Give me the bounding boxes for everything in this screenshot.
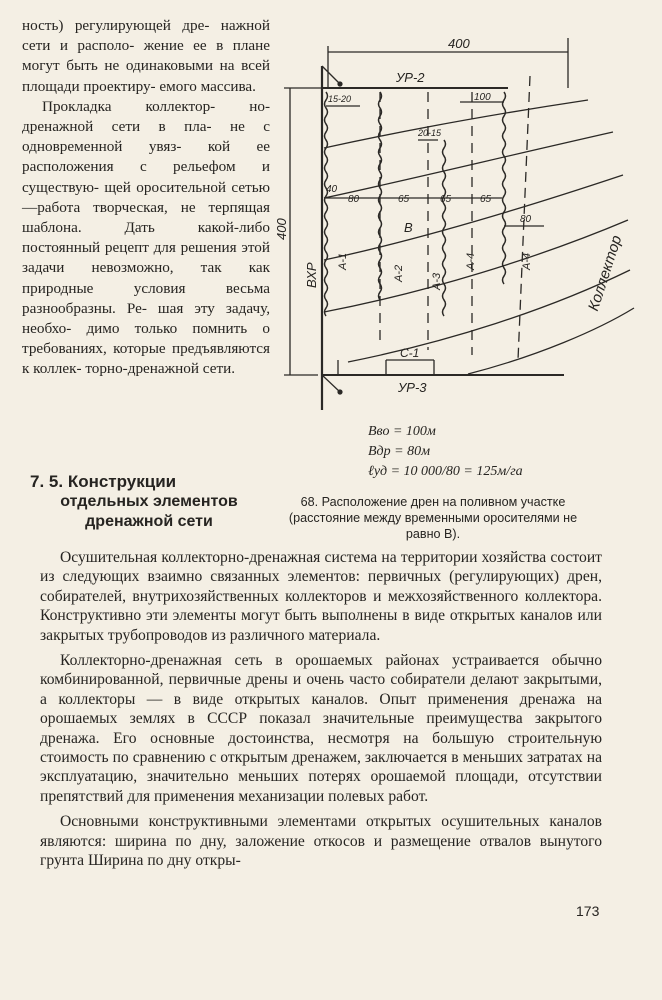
body-paragraph-2: Коллекторно-дренажная сеть в орошаемых районах устраивается обычно комбинированной, первичные дрены и очень часто собиратели делают закрытыми, а коллекторы — в виде открытых каналов. Опыт применения дренажа на орошаемых землях в СССР показал значительные преимущества закрытого дренажа. Его основные достоинства, несмотря на большую строительную стоимость по сравнению с открытым дренажем, заключается в меньших затратах на эксплуатацию, значительно меньших потерях орошаемой площади, отсутствии препятствий для применения механизации полевых работ. (40, 652, 602, 805)
label-dim-left: 400 (274, 218, 289, 240)
contour-line-5 (348, 270, 630, 362)
page-number: 173 (576, 903, 600, 919)
label-b: В (404, 220, 413, 235)
label-drain-a4b: А-4 (521, 252, 533, 270)
label-dim-65c: 65 (480, 194, 492, 205)
label-dim-40: 40 (326, 184, 338, 195)
body-paragraph-1: Осушительная коллекторно-дренажная система на территории хозяйства состоит из следующих взаимно связанных элементов: первичных (регулирующих) дрен, собирателей, внутрихозяйственных коллекторов и межхозяйственного коллектора. Конструктивно эти элементы могут быть выполнены в виде открытых каналов или закрытых трубопроводов из различного материала. (40, 549, 602, 644)
label-drain-a2: А-2 (393, 264, 405, 282)
label-dim-80b: 80 (520, 214, 532, 225)
drainage-diagram (268, 30, 648, 450)
contour-line-2 (324, 132, 613, 198)
formula-b-vo: Bво = 100м (368, 424, 436, 439)
label-dim-80a: 80 (348, 194, 360, 205)
label-ur2: УР-2 (396, 70, 425, 85)
label-vhr: ВХР (304, 262, 319, 288)
section-number: 7. 5. (30, 472, 64, 491)
section-title-line1: 7. 5. Конструкции (30, 472, 177, 491)
paragraph-1: ность) регулирующей дре- нажной сети и располо- жение ее в плане могут быть не одинаковыми на всей площади проектиру- емого массива. (22, 17, 271, 95)
formula-l-ud: ℓуд = 10 000/80 = 125м/га (368, 464, 523, 479)
drain-a1-wave (325, 92, 328, 316)
label-drain-a1: А-1 (337, 252, 349, 270)
body-text (40, 548, 602, 877)
label-dim-65a: 65 (398, 194, 410, 205)
node-bottom (337, 389, 342, 394)
drainage-layout-figure (268, 30, 648, 450)
label-dim-15-20: 15-20 (328, 94, 352, 104)
paragraph-2: Прокладка коллектор- но-дренажной сети в пла- не с одновременной увяз- кой ее расположения с рельефом и существую- щей оросительной сетью —работа творческая, не терпящая шаблона. Дать какой-либо постоянный рецепт для решения этой задачи невозможно, так как природные условия весьма разнообразны. Ре- шая эту задачу, необхо- димо только помнить о требованиях, которые предъявляются к коллек- торно-дренажной сети. (22, 97, 271, 378)
label-s1: С-1 (400, 346, 420, 360)
label-drain-a4: А-4 (465, 252, 477, 270)
contour-line-1 (324, 100, 588, 148)
section-heading (30, 472, 268, 532)
vhr-branch-bottom (322, 375, 340, 392)
section-title-line3: дренажной сети (85, 513, 213, 530)
label-dim-65b: 65 (440, 194, 452, 205)
label-drain-a3: А-3 (431, 272, 443, 290)
contour-line-6 (468, 308, 634, 374)
label-ur3: УР-3 (398, 380, 427, 395)
label-dim-100: 100 (474, 92, 491, 103)
section-title-line2: отдельных элементов (60, 493, 238, 510)
formula-b-dr: Bдр = 80м (368, 444, 431, 459)
node-top (337, 81, 342, 86)
drain-a4-wave (503, 92, 506, 284)
formulas-block (368, 422, 598, 482)
figure-caption: 68. Расположение дрен на поливном участке (расстояние между временными оросителями не равно В). (288, 495, 578, 541)
label-dim-top: 400 (448, 36, 470, 51)
label-collector: Коллектор (585, 233, 626, 314)
vhr-branch-top (322, 66, 340, 84)
body-paragraph-3: Основными конструктивными элементами открытых осушительных каналов являются: ширина по дну, заложение откосов и размещение отвалов вынутого грунта Ширина по дну откры- (40, 813, 602, 870)
left-column-text (22, 16, 270, 380)
drain-a2-wave (379, 92, 382, 300)
label-dim-20-15: 20-15 (418, 128, 442, 138)
